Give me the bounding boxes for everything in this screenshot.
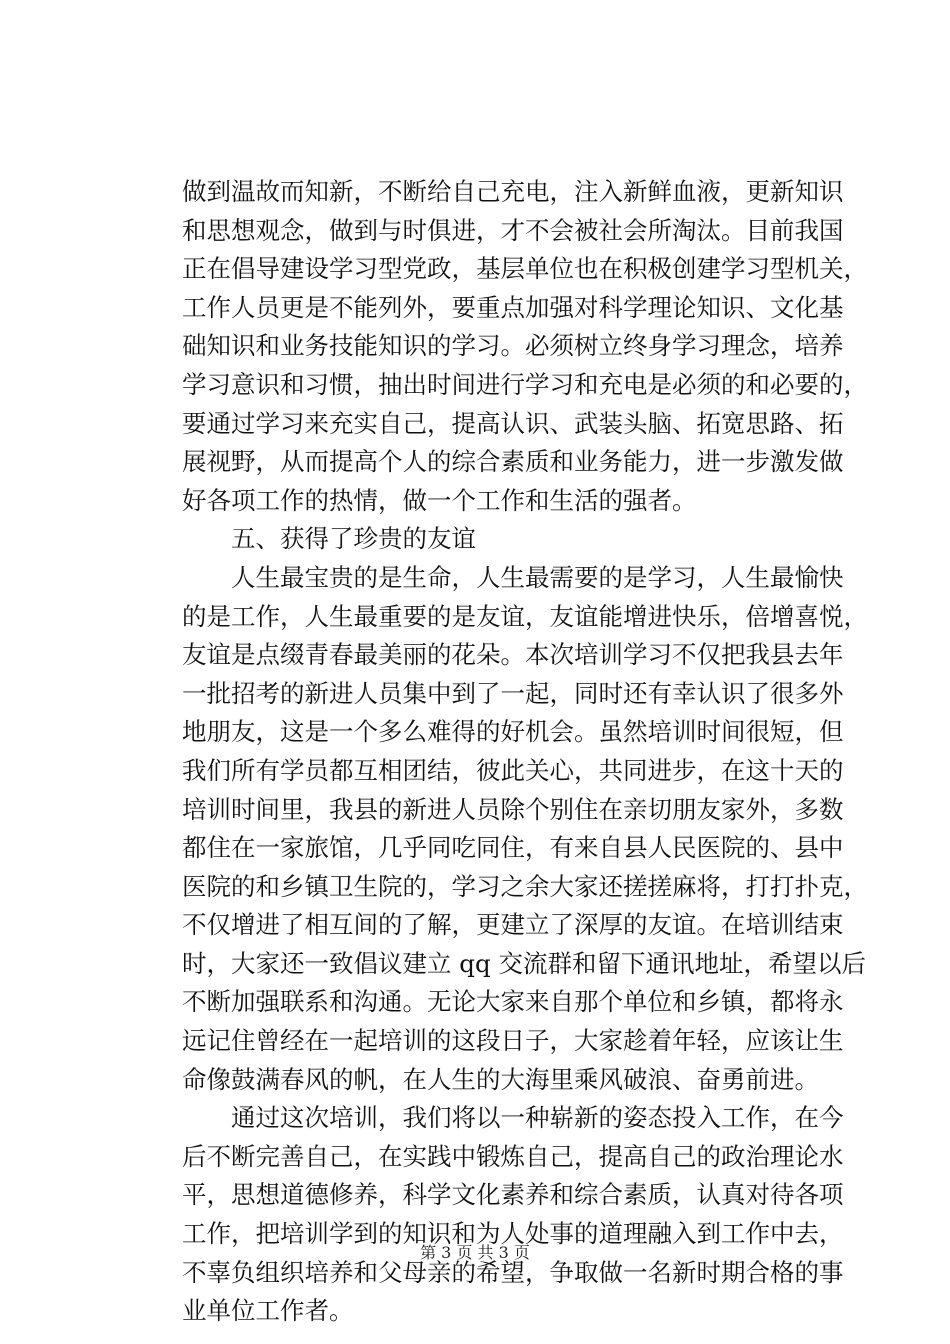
text-line: 展视野，从而提高个人的综合素质和业务能力，进一步激发做 (182, 447, 844, 477)
text-line: 的是工作，人生最重要的是友谊，友谊能增进快乐，倍增喜悦， (182, 601, 868, 631)
text-line: 通过这次培训，我们将以一种崭新的姿态投入工作，在今 (182, 1103, 844, 1133)
text-line: 都住在一家旅馆，几乎同吃同住，有来自县人民医院的、县中 (182, 833, 844, 863)
text-line: 础知识和业务技能知识的学习。必须树立终身学习理念，培养 (182, 331, 844, 361)
text-line: 人生最宝贵的是生命，人生最需要的是学习，人生最愉快 (182, 562, 844, 592)
section-heading: 五、获得了珍贵的友谊 (182, 524, 476, 554)
text-line: 一批招考的新进人员集中到了一起，同时还有幸认识了很多外 (182, 678, 844, 708)
text-line: 工作人员更是不能列外，要重点加强对科学理论知识、文化基 (182, 292, 844, 322)
text-line: 平，思想道德修养，科学文化素养和综合素质，认真对待各项 (182, 1180, 844, 1210)
text-line: 不仅增进了相互间的了解，更建立了深厚的友谊。在培训结束 (182, 910, 844, 940)
text-line: 后不断完善自己，在实践中锻炼自己，提高自己的政治理论水 (182, 1141, 844, 1171)
text-line: 我们所有学员都互相团结，彼此关心，共同进步，在这十天的 (182, 755, 844, 785)
text-line: 做到温故而知新，不断给自己充电，注入新鲜血液，更新知识 (182, 177, 844, 206)
text-line: 友谊是点缀青春最美丽的花朵。本次培训学习不仅把我县去年 (182, 640, 844, 670)
page-footer (0, 1240, 950, 1263)
text-line: 正在倡导建设学习型党政，基层单位也在积极创建学习型机关， (182, 254, 868, 284)
text-line: 地朋友，这是一个多么难得的好机会。虽然培训时间很短，但 (182, 717, 844, 747)
text-line: 业单位工作者。 (182, 1296, 354, 1326)
text-line: 要通过学习来充实自己，提高认识、武装头脑、拓宽思路、拓 (182, 408, 844, 438)
text-line: 培训时间里，我县的新进人员除个别住在亲切朋友家外，多数 (182, 794, 844, 824)
text-line: 工作，把培训学到的知识和为人处事的道理融入到工作中去， (182, 1219, 844, 1249)
text-line: 好各项工作的热情，做一个工作和生活的强者。 (182, 485, 697, 515)
text-line: 命像鼓满春风的帆，在人生的大海里乘风破浪、奋勇前进。 (182, 1064, 819, 1094)
text-line: 和思想观念，做到与时俱进，才不会被社会所淘汰。目前我国 (182, 215, 844, 245)
page-number: 第 3 页 共 3 页 (420, 1243, 530, 1262)
text-line: 学习意识和习惯，抽出时间进行学习和充电是必须的和必要的， (182, 369, 868, 399)
text-line: 医院的和乡镇卫生院的，学习之余大家还搓搓麻将，打打扑克， (182, 871, 868, 901)
document-body (182, 173, 868, 1331)
text-line: 不断加强联系和沟通。无论大家来自那个单位和乡镇，都将永 (182, 987, 844, 1017)
text-line: 时，大家还一致倡议建立 qq 交流群和留下通讯地址，希望以后 (182, 948, 866, 978)
text-line: 远记住曾经在一起培训的这段日子，大家趁着年轻，应该让生 (182, 1026, 844, 1056)
text-line: 不辜负组织培养和父母亲的希望，争取做一名新时期合格的事 (182, 1257, 844, 1287)
